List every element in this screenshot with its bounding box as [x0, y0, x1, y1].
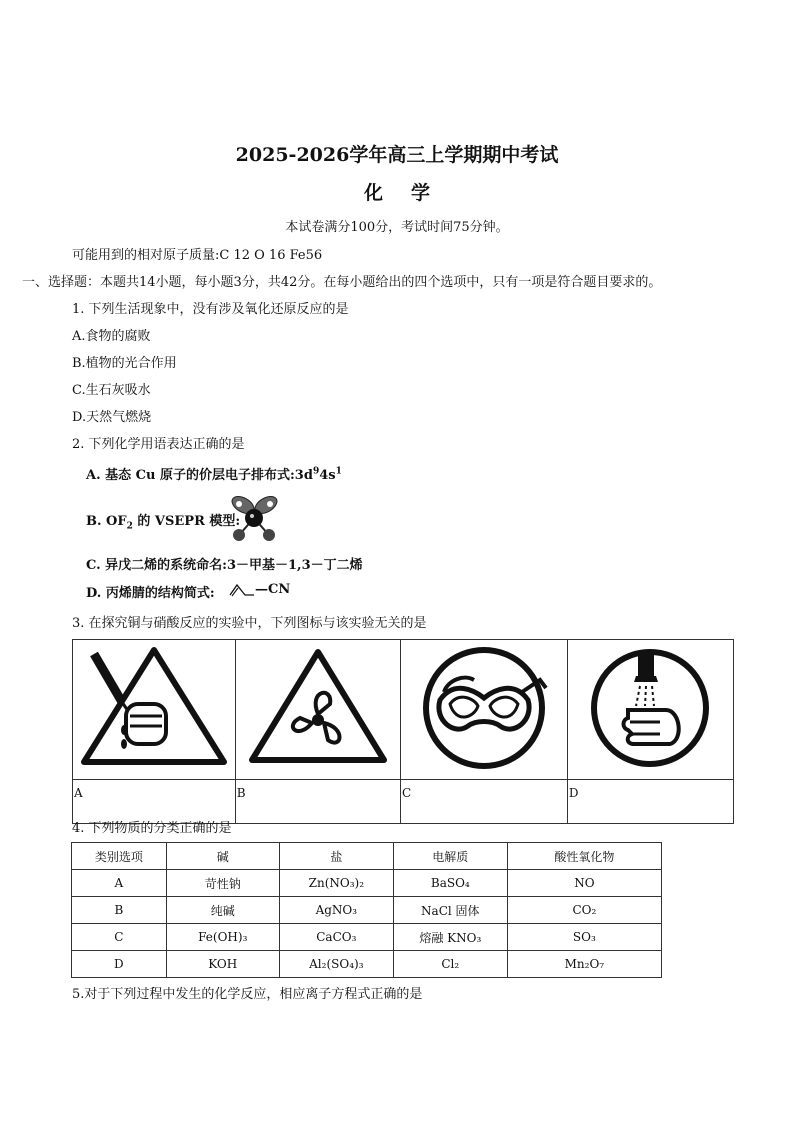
- q3-label-d: D: [567, 780, 733, 824]
- q3-label-c: C: [400, 780, 567, 824]
- table-cell: Mn₂O₇: [507, 951, 661, 978]
- table-cell: BaSO₄: [393, 870, 507, 897]
- q2-stem: 2. 下列化学用语表达正确的是: [72, 437, 245, 452]
- table-cell: 熔融 KNO₃: [393, 924, 507, 951]
- ventilation-fan-icon: [238, 640, 398, 775]
- q3-cell-c: [400, 640, 567, 780]
- table-cell: D: [72, 951, 167, 978]
- table-cell: Fe(OH)₃: [166, 924, 279, 951]
- q3-stem: 3. 在探究铜与硝酸反应的实验中，下列图标与该实验无关的是: [72, 616, 427, 631]
- table-cell: CaCO₃: [279, 924, 393, 951]
- q3-cell-b: [235, 640, 400, 780]
- q1-option-a: A.食物的腐败: [72, 329, 151, 344]
- section-heading: 一、选择题：本题共14小题，每小题3分，共42分。在每小题给出的四个选项中，只有一项是符合题目要求的。: [22, 275, 662, 290]
- hand-washing-icon: [570, 640, 730, 775]
- q4-stem: 4. 下列物质的分类正确的是: [72, 821, 232, 836]
- atomic-mass-note: 可能用到的相对原子质量:C 12 O 16 Fe56: [72, 248, 323, 263]
- table-cell: 纯碱: [166, 897, 279, 924]
- table-cell: SO₃: [507, 924, 661, 951]
- q1-stem: 1. 下列生活现象中，没有涉及氧化还原反应的是: [72, 302, 349, 317]
- table-cell: Al₂(SO₄)₃: [279, 951, 393, 978]
- q3-label-b: B: [235, 780, 400, 824]
- q1-option-b: B.植物的光合作用: [72, 356, 177, 371]
- table-header-cell: 碱: [166, 843, 279, 870]
- q1-option-c: C.生石灰吸水: [72, 383, 151, 398]
- table-cell: NO: [507, 870, 661, 897]
- table-header-cell: 酸性氧化物: [507, 843, 661, 870]
- safety-goggles-icon: [404, 640, 564, 775]
- table-row: [72, 924, 662, 951]
- exam-title: 2025-2026学年高三上学期期中考试: [235, 144, 559, 166]
- q2-d-text: D. 丙烯腈的结构简式:: [86, 586, 215, 601]
- table-cell: KOH: [166, 951, 279, 978]
- table-cell: Zn(NO₃)₂: [279, 870, 393, 897]
- table-row: [72, 951, 662, 978]
- exam-info: 本试卷满分100分，考试时间75分钟。: [285, 220, 509, 235]
- q1-option-d: D.天然气燃烧: [72, 410, 152, 425]
- table-cell: NaCl 固体: [393, 897, 507, 924]
- q2-d-cn: —CN: [255, 582, 291, 597]
- table-header-cell: 电解质: [393, 843, 507, 870]
- table-cell: C: [72, 924, 167, 951]
- q3-cell-a: [73, 640, 236, 780]
- subject-title: 化学: [363, 182, 458, 204]
- q2-option-c: C. 异戊二烯的系统命名:3－甲基－1,3－丁二烯: [86, 558, 363, 573]
- q2-option-b: [86, 510, 240, 532]
- table-cell: CO₂: [507, 897, 661, 924]
- q2-option-d: [86, 582, 215, 601]
- table-header-cell: 类别选项: [72, 843, 167, 870]
- table-cell: Cl₂: [393, 951, 507, 978]
- table-cell: AgNO₃: [279, 897, 393, 924]
- table-cell: B: [72, 897, 167, 924]
- table-cell: 苛性钠: [166, 870, 279, 897]
- q2-option-a: [86, 464, 342, 483]
- vsepr-model-icon: [226, 492, 282, 544]
- q2-b-rest: 的 VSEPR 模型:: [132, 514, 241, 529]
- q3-icon-table: [72, 639, 734, 824]
- sharp-object-warning-icon: [74, 640, 234, 775]
- q2-a-text: A. 基态 Cu 原子的价层电子排布式:3d: [86, 468, 313, 483]
- q2-a-sup1: 9: [312, 466, 320, 477]
- q2-b-text: B. OF: [86, 514, 127, 529]
- table-header-row: [72, 843, 662, 870]
- q2-a-mid: 4s: [319, 468, 336, 483]
- acrylonitrile-skeleton-icon: [229, 583, 255, 597]
- q2-b-sub: 2: [126, 521, 133, 532]
- q2-a-sup2: 1: [335, 466, 342, 477]
- q4-classification-table: [71, 842, 662, 978]
- q3-label-a: A: [73, 780, 236, 824]
- q5-stem: 5.对于下列过程中发生的化学反应，相应离子方程式正确的是: [72, 987, 423, 1002]
- table-header-cell: 盐: [279, 843, 393, 870]
- q3-cell-d: [567, 640, 733, 780]
- table-row: [72, 870, 662, 897]
- table-row: [72, 897, 662, 924]
- table-cell: A: [72, 870, 167, 897]
